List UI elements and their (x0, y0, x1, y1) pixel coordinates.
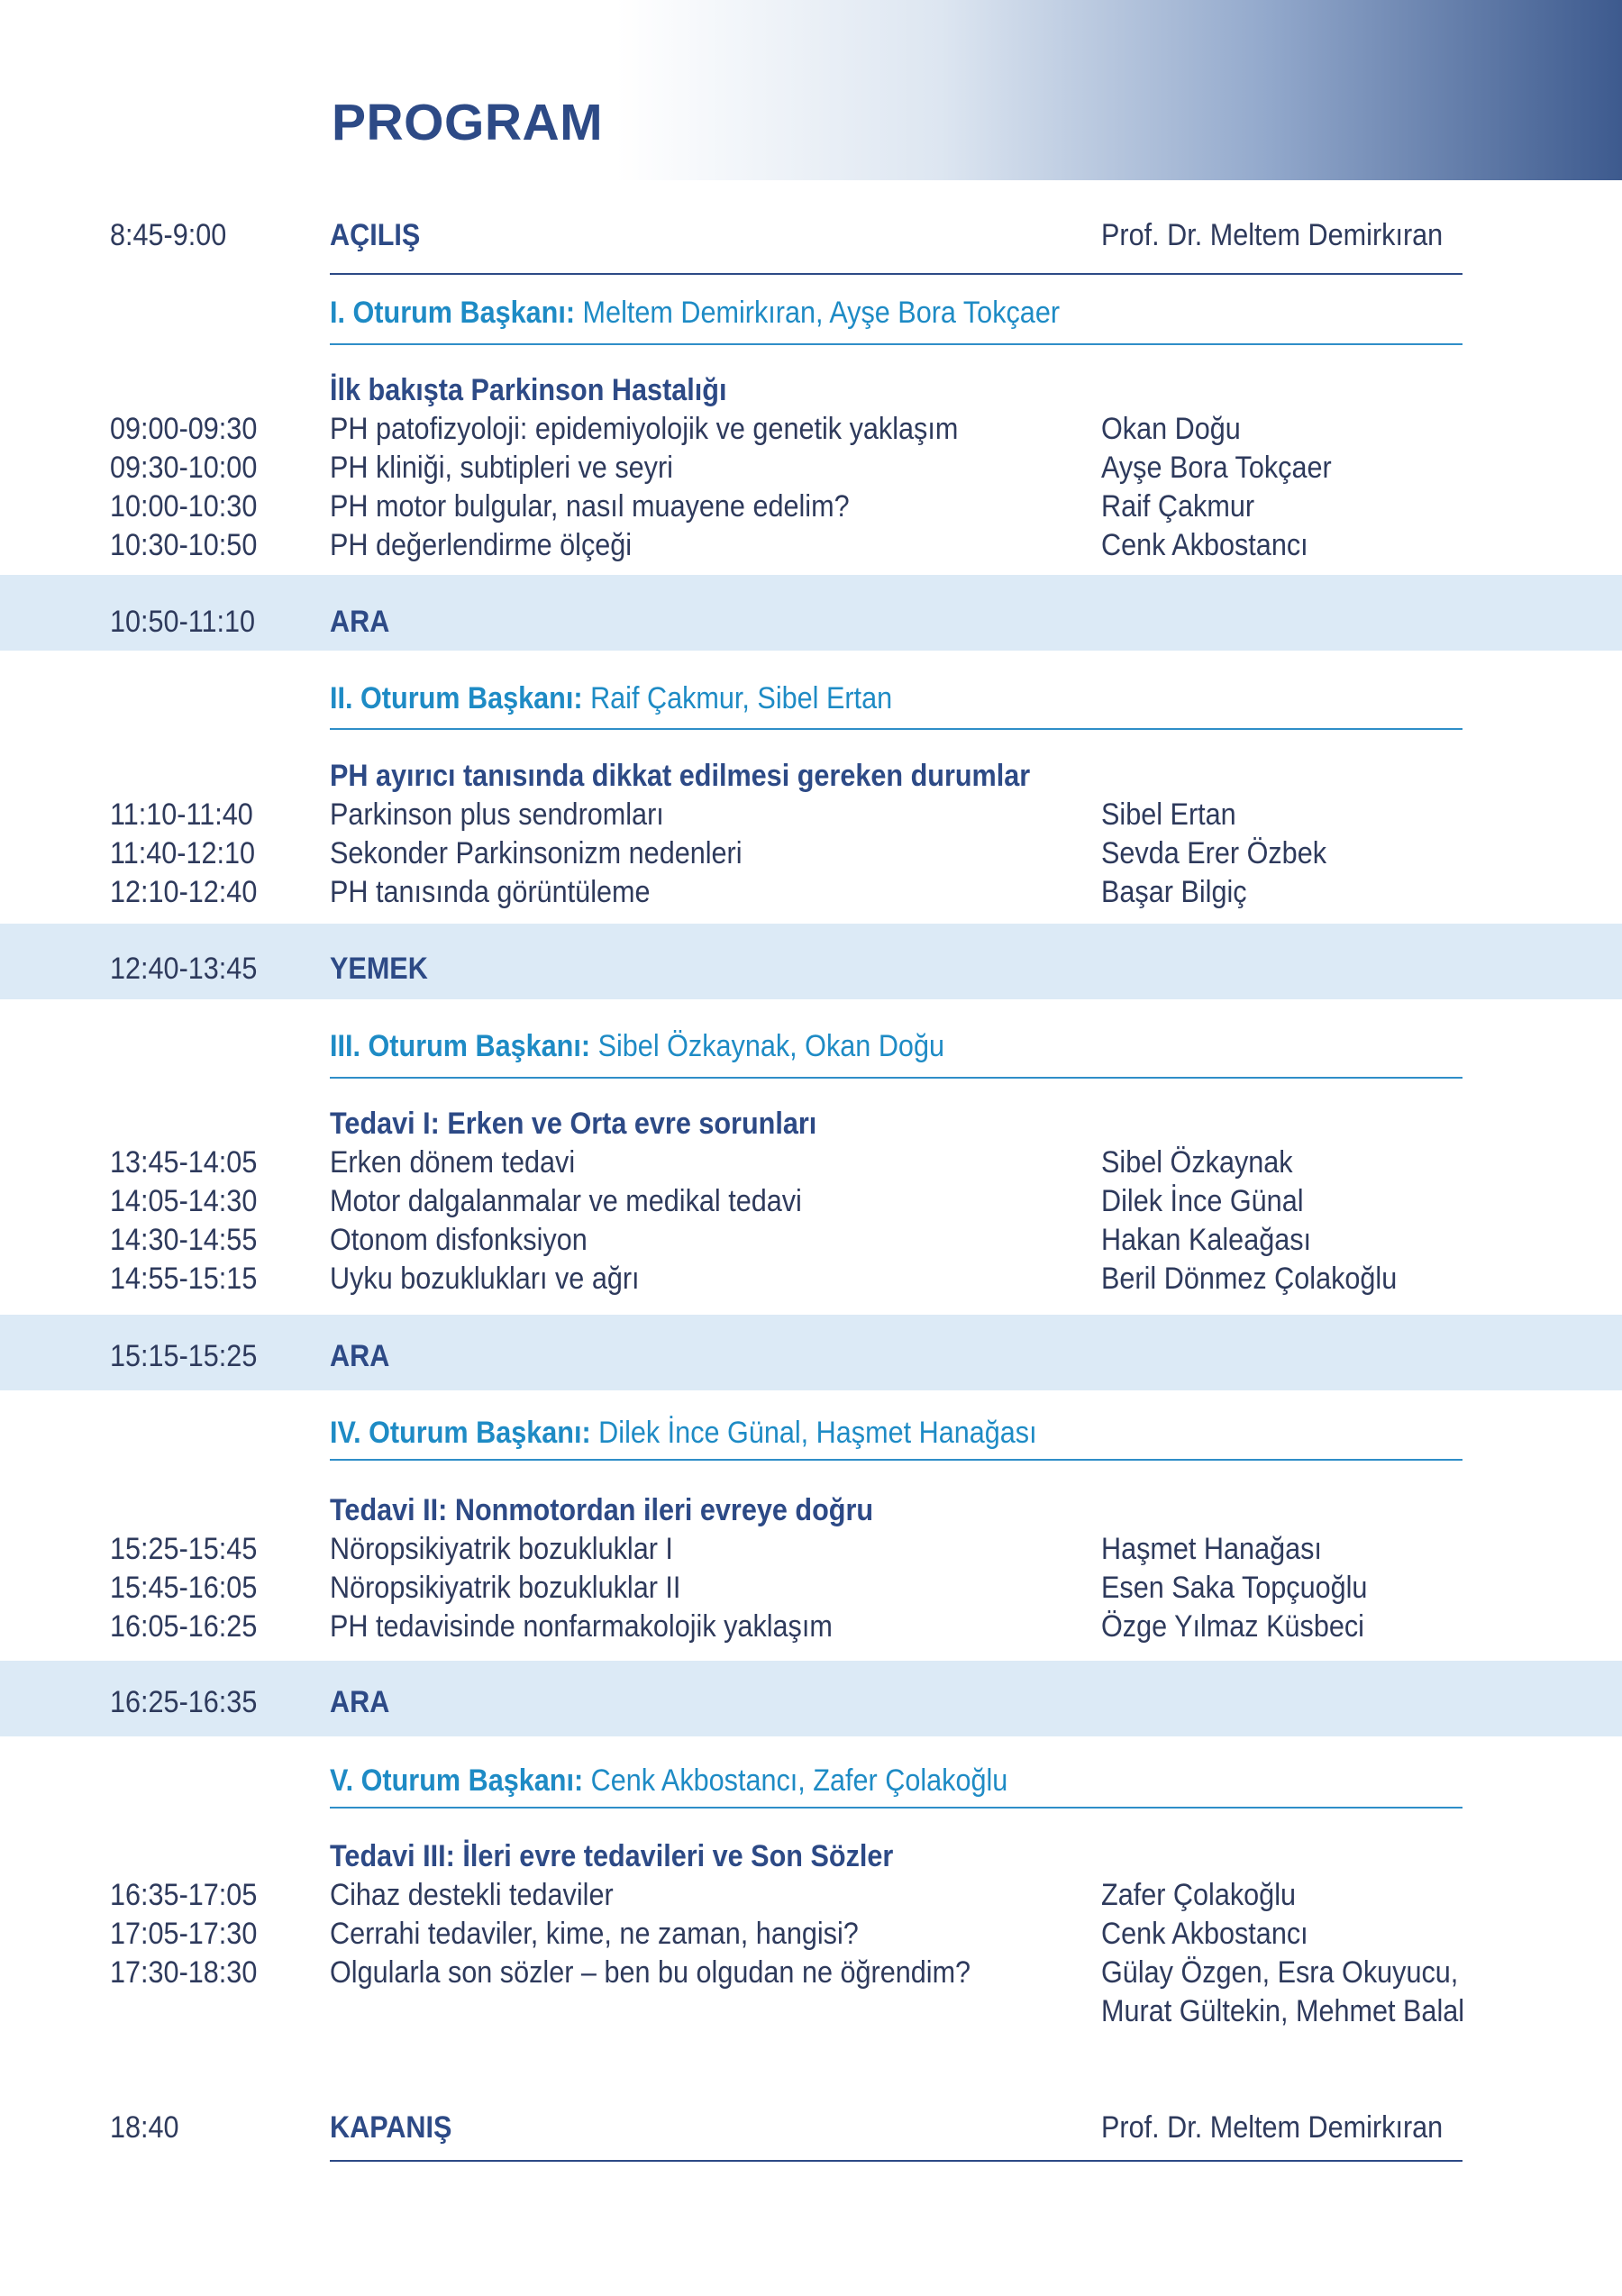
talk-speaker: Sevda Erer Özbek (1101, 836, 1327, 870)
closing-speaker: Prof. Dr. Meltem Demirkıran (1101, 2110, 1444, 2145)
talk-time: 17:30-18:30 (110, 1955, 258, 1990)
talk-speaker: Sibel Ertan (1101, 797, 1236, 832)
divider (330, 273, 1463, 275)
divider (330, 1459, 1463, 1461)
talk-time: 16:05-16:25 (110, 1609, 258, 1644)
talk-speaker: Cenk Akbostancı (1101, 528, 1308, 562)
talk-speaker: Haşmet Hanağası (1101, 1532, 1322, 1566)
session-topic: İlk bakışta Parkinson Hastalığı (330, 373, 727, 407)
talk-time: 11:40-12:10 (110, 836, 256, 870)
talk-speaker: Esen Saka Topçuoğlu (1101, 1571, 1368, 1605)
break-time: 15:15-15:25 (110, 1339, 258, 1373)
session-chair: IV. Oturum Başkanı: Dilek İnce Günal, Haşmet Hanağası (330, 1416, 1037, 1450)
break-label: YEMEK (330, 952, 428, 986)
talk-title: PH patofizyoloji: epidemiyolojik ve genetik yaklaşım (330, 412, 959, 446)
talk-speaker: Raif Çakmur (1101, 489, 1255, 524)
session-topic: Tedavi II: Nonmotordan ileri evreye doğru (330, 1493, 874, 1527)
talk-time: 15:45-16:05 (110, 1571, 258, 1605)
talk-speaker: Sibel Özkaynak (1101, 1145, 1293, 1180)
closing-time: 18:40 (110, 2110, 179, 2145)
closing-title: KAPANIŞ (330, 2110, 452, 2145)
talk-time: 13:45-14:05 (110, 1145, 258, 1180)
talk-speaker: Beril Dönmez Çolakoğlu (1101, 1262, 1398, 1296)
session-topic: Tedavi I: Erken ve Orta evre sorunları (330, 1107, 817, 1141)
header-gradient (0, 0, 1622, 180)
talk-title: PH motor bulgular, nasıl muayene edelim? (330, 489, 850, 524)
talk-title: Nöropsikiyatrik bozukluklar I (330, 1532, 673, 1566)
divider (330, 1077, 1463, 1079)
talk-speaker: Başar Bilgiç (1101, 875, 1247, 909)
opening-time: 8:45-9:00 (110, 218, 227, 252)
talk-title: Erken dönem tedavi (330, 1145, 576, 1180)
talk-time: 14:05-14:30 (110, 1184, 258, 1218)
talk-speaker: Gülay Özgen, Esra Okuyucu, (1101, 1955, 1459, 1990)
talk-title: Otonom disfonksiyon (330, 1223, 588, 1257)
divider (330, 2160, 1463, 2162)
talk-speaker: Dilek İnce Günal (1101, 1184, 1304, 1218)
talk-time: 15:25-15:45 (110, 1532, 258, 1566)
break-time: 10:50-11:10 (110, 605, 256, 639)
session-chair: I. Oturum Başkanı: Meltem Demirkıran, Ayşe Bora Tokçaer (330, 296, 1061, 330)
talk-time: 09:30-10:00 (110, 451, 258, 485)
talk-title: Nöropsikiyatrik bozukluklar II (330, 1571, 681, 1605)
talk-speaker: Hakan Kaleağası (1101, 1223, 1312, 1257)
page-title: PROGRAM (332, 94, 604, 151)
talk-title: Cihaz destekli tedaviler (330, 1878, 614, 1912)
talk-speaker: Cenk Akbostancı (1101, 1917, 1308, 1951)
talk-time: 14:55-15:15 (110, 1262, 258, 1296)
talk-time: 16:35-17:05 (110, 1878, 258, 1912)
session-topic: PH ayırıcı tanısında dikkat edilmesi gereken durumlar (330, 759, 1031, 793)
divider (330, 1807, 1463, 1809)
talk-time: 12:10-12:40 (110, 875, 258, 909)
talk-speaker: Ayşe Bora Tokçaer (1101, 451, 1332, 485)
divider (330, 343, 1463, 345)
talk-title: Sekonder Parkinsonizm nedenleri (330, 836, 743, 870)
break-label: ARA (330, 1339, 390, 1373)
talk-title: PH değerlendirme ölçeği (330, 528, 633, 562)
talk-title: Cerrahi tedaviler, kime, ne zaman, hangisi? (330, 1917, 859, 1951)
talk-title: Olgularla son sözler – ben bu olgudan ne öğrendim? (330, 1955, 971, 1990)
break-label: ARA (330, 605, 390, 639)
talk-speaker: Okan Doğu (1101, 412, 1241, 446)
talk-time: 14:30-14:55 (110, 1223, 258, 1257)
divider (330, 728, 1463, 730)
session-topic: Tedavi III: İleri evre tedavileri ve Son Sözler (330, 1839, 894, 1873)
talk-title: Parkinson plus sendromları (330, 797, 664, 832)
talk-title: PH kliniği, subtipleri ve seyri (330, 451, 673, 485)
talk-title: PH tedavisinde nonfarmakolojik yaklaşım (330, 1609, 833, 1644)
talk-time: 10:00-10:30 (110, 489, 258, 524)
talk-title: Motor dalgalanmalar ve medikal tedavi (330, 1184, 802, 1218)
talk-time: 09:00-09:30 (110, 412, 258, 446)
talk-speaker-continued: Murat Gültekin, Mehmet Balal (1101, 1994, 1465, 2028)
opening-speaker: Prof. Dr. Meltem Demirkıran (1101, 218, 1444, 252)
talk-speaker: Zafer Çolakoğlu (1101, 1878, 1297, 1912)
break-label: ARA (330, 1685, 390, 1719)
talk-time: 11:10-11:40 (110, 797, 253, 832)
talk-title: Uyku bozuklukları ve ağrı (330, 1262, 640, 1296)
break-time: 12:40-13:45 (110, 952, 258, 986)
talk-title: PH tanısında görüntüleme (330, 875, 651, 909)
talk-speaker: Özge Yılmaz Küsbeci (1101, 1609, 1364, 1644)
opening-title: AÇILIŞ (330, 218, 421, 252)
session-chair: III. Oturum Başkanı: Sibel Özkaynak, Okan Doğu (330, 1029, 944, 1063)
talk-time: 17:05-17:30 (110, 1917, 258, 1951)
session-chair: V. Oturum Başkanı: Cenk Akbostancı, Zafer Çolakoğlu (330, 1763, 1008, 1798)
session-chair: II. Oturum Başkanı: Raif Çakmur, Sibel Ertan (330, 681, 893, 715)
talk-time: 10:30-10:50 (110, 528, 258, 562)
break-time: 16:25-16:35 (110, 1685, 258, 1719)
